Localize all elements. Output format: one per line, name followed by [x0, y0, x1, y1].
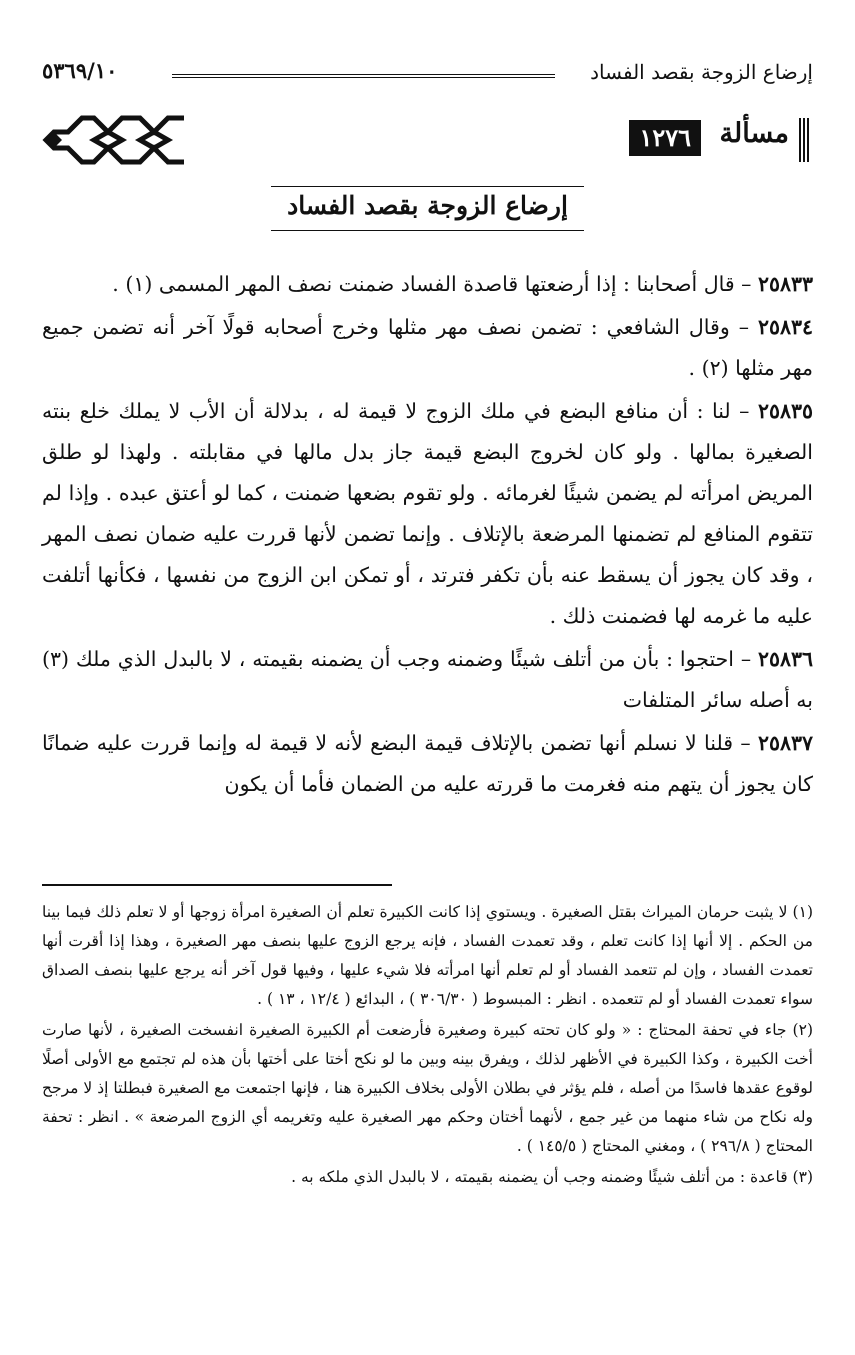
paragraph-number: ٢٥٨٣٥: [757, 399, 813, 423]
paragraph: [42, 391, 813, 637]
footnote-divider: [42, 884, 392, 886]
running-header: [42, 58, 813, 92]
masala-banner: [42, 104, 813, 184]
main-text: [42, 264, 813, 807]
section-heading: [42, 186, 813, 231]
paragraph: [42, 639, 813, 721]
section-title: إرضاع الزوجة بقصد الفساد: [271, 186, 584, 231]
paragraph-number: ٢٥٨٣٣: [757, 272, 813, 296]
paragraph: [42, 264, 813, 305]
footnote: (٣) قاعدة : من أتلف شيئًا وضمنه وجب أن يضمنه بقيمته ، لا بالبدل الذي ملكه به .: [291, 1168, 813, 1186]
paragraph: [42, 723, 813, 805]
masala-label: مسألة: [719, 118, 789, 149]
footnote: (٢) جاء في تحفة المحتاج : « ولو كان تحته كبيرة وصغيرة فأرضعت أم الكبيرة الصغيرة انفسخت الصغيرة ، لأنها صارت أخت الكبيرة ، وكذا الكبيرة في الأظهر لذلك ، ويفرق بينه وبين ما لو نكح أختا على أختها بأن هذه لم تجتمع مع الأولى أصلًا لوقوع عقدها فاسدًا من أصله ، فلم يؤثر في بطلان الأولى بخلاف الكبيرة هنا ، فإنها اجتمعت مع الصغيرة فبطلتا إذ لا مرجح وله نكاح من شاء منهما من غير جمع ، لأنهما أختان وحكم مهر الصغيرة عليه وتغريمه أي الزوج المرضعة » . انظر : تحفة المحتاج ( ٢٩٦/٨ ) ، ومغني المحتاج ( ١٤٥/٥ ) .: [42, 1021, 813, 1155]
paragraph-number: ٢٥٨٣٤: [757, 315, 813, 339]
paragraph-text: – قلنا لا نسلم أنها تضمن بالإتلاف قيمة البضع لأنه لا قيمة له وإنما قررت عليه ضمانًا كان يجوز أن يتهم منه فغرمت ما قررته عليه من الضمان فأما أن يكون: [42, 731, 813, 796]
paragraph-text: – وقال الشافعي : تضمن نصف مهر مثلها وخرج أصحابه قولًا آخر أنه تضمن جميع مهر مثلها (٢) .: [42, 315, 813, 380]
book-page: [42, 0, 813, 1355]
banner-stripes: [799, 118, 811, 162]
paragraph-text: – احتجوا : بأن من أتلف شيئًا وضمنه وجب أن يضمنه بقيمته ، لا بالبدل الذي ملك (٣) به أصله سائر المتلفات: [42, 647, 813, 712]
page-number: ٥٣٦٩/١٠: [42, 58, 118, 83]
paragraph-number: ٢٥٨٣٦: [757, 647, 813, 671]
ornament-icon: [42, 104, 192, 184]
running-title: إرضاع الزوجة بقصد الفساد: [590, 60, 813, 84]
footnote: (١) لا يثبت حرمان الميراث بقتل الصغيرة . ويستوي إذا كانت الكبيرة تعلم أن الصغيرة امرأة زوجها أو لا تعلم ذلك فيما بينا من الحكم . إلا أنها إذا كانت تعلم ، وقد تعمدت الفساد ، فإنه يرجع الزوج عليها بنصف مهر الصغيرة ، وهذا إذا أقرت أنها تعمدت الفساد ، وإن لم تتعمد الفساد أو لم تعلم أنها امرأته فلا شيء عليها ، وفيها قول آخر أنه يرجع عليها بنصف الصداق سواء تعمدت الفساد أو لم تتعمده . انظر : المبسوط ( ٣٠٦/٣٠ ) ، البدائع ( ١٢/٤ ، ١٣ ) .: [42, 903, 813, 1008]
paragraph-text: – قال أصحابنا : إذا أرضعتها قاصدة الفساد ضمنت نصف المهر المسمى (١) .: [112, 272, 758, 296]
paragraph: [42, 307, 813, 389]
masala-number: ١٢٧٦: [629, 120, 701, 156]
paragraph-text: – لنا : أن منافع البضع في ملك الزوج لا قيمة له ، بدلالة أن الأب لا يملك خلع بنته الصغيرة بمالها . ولو كان لخروج البضع قيمة جاز بدل مالها في مقابلته . ولهذا لو طلق المريض امرأته لم يضمن شيئًا لغرمائه . ولو تقوم بضعها ضمنت ، كما لو أعتق عبده . وإذا لم تتقوم المنافع لم تضمنها المرضعة بالإتلاف . وإنما تضمن لأنها قررت عليه ضمان نصف المهر ، وقد كان يجوز أن يسقط عنه بأن تكفر فترتد ، أو تمكن ابن الزوج من نفسها ، فكأنها أتلفت عليه ما غرمه لها فضمنت ذلك .: [42, 399, 813, 628]
footnotes: [42, 898, 813, 1194]
paragraph-number: ٢٥٨٣٧: [757, 731, 813, 755]
header-rule: [172, 74, 555, 78]
